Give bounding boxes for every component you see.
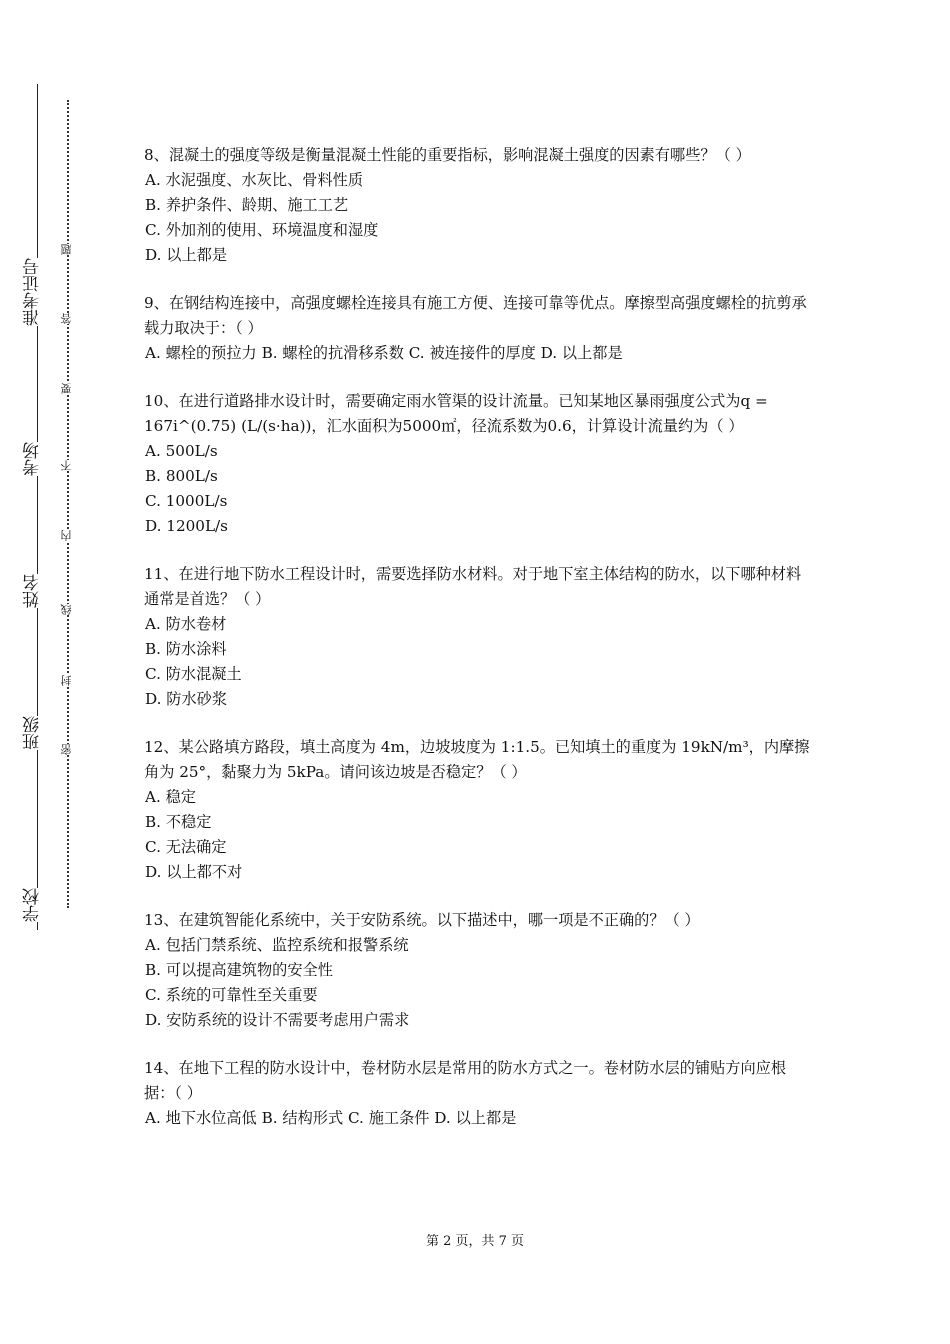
option: D. 防水砂浆 <box>145 690 228 708</box>
seal-char: 不 <box>60 460 76 471</box>
seal-dotted-line <box>67 100 69 908</box>
question-12 <box>144 735 814 885</box>
question-text: 12、某公路填方路段，填土高度为 4m，边坡坡度为 1:1.5。已知填土的重度为 19kN/m³，内摩擦角为 25°，黏聚力为 5kPa。请问该边坡是否稳定？（ ） <box>144 738 810 781</box>
question-text: 13、在建筑智能化系统中，关于安防系统。以下描述中，哪一项是不正确的？（ ） <box>144 911 700 929</box>
field-exam-id-label: 准考证号 <box>24 258 48 326</box>
option: A. 包括门禁系统、监控系统和报警系统 <box>145 936 409 954</box>
option: A. 防水卷材 <box>145 615 227 633</box>
question-11 <box>144 562 814 712</box>
option: C. 系统的可靠性至关重要 <box>145 986 318 1004</box>
option: C. 外加剂的使用、环境温度和湿度 <box>145 221 379 239</box>
field-school-label: 学校 <box>24 888 48 922</box>
option: D. 1200L/s <box>145 517 228 535</box>
seal-char: 题 <box>60 244 76 255</box>
option: C. 1000L/s <box>145 492 228 510</box>
question-10 <box>144 389 814 539</box>
field-exam-room-label: 考场 <box>24 442 48 476</box>
option: A. 水泥强度、水灰比、骨料性质 <box>145 171 364 189</box>
seal-char: 封 <box>60 675 76 686</box>
binding-line <box>37 84 38 930</box>
option: B. 800L/s <box>145 467 218 485</box>
option: A. 稳定 <box>145 788 196 806</box>
seal-char: 要 <box>60 383 76 394</box>
question-14 <box>144 1056 814 1131</box>
question-text: 10、在进行道路排水设计时，需要确定雨水管渠的设计流量。已知某地区暴雨强度公式为q = 167i^(0.75) (L/(s·ha))，汇水面积为5000㎡，径流系数为0.6，计算设计流量约为（ ） <box>144 392 773 435</box>
question-text: 14、在地下工程的防水设计中，卷材防水层是常用的防水方式之一。卷材防水层的铺贴方向应根据：（ ） <box>144 1059 787 1102</box>
option: B. 防水涂料 <box>145 640 227 658</box>
question-list <box>144 143 814 1154</box>
seal-char: 线 <box>60 604 76 615</box>
option: C. 无法确定 <box>145 838 227 856</box>
question-text: 11、在进行地下防水工程设计时，需要选择防水材料。对于地下室主体结构的防水，以下哪种材料通常是首选？（ ） <box>144 565 802 608</box>
option: B. 不稳定 <box>145 813 212 831</box>
option: D. 安防系统的设计不需要考虑用户需求 <box>145 1011 410 1029</box>
seal-char: 内 <box>60 530 76 541</box>
option: B. 可以提高建筑物的安全性 <box>145 961 333 979</box>
question-text: 9、在钢结构连接中，高强度螺栓连接具有施工方便、连接可靠等优点。摩擦型高强度螺栓的抗剪承载力取决于：（ ） <box>144 294 807 337</box>
option: A. 地下水位高低 B. 结构形式 C. 施工条件 D. 以上都是 <box>145 1109 517 1127</box>
page-footer: 第 2 页，共 7 页 <box>425 1234 525 1249</box>
question-text: 8、混凝土的强度等级是衡量混凝土性能的重要指标，影响混凝土强度的因素有哪些？（ ） <box>144 146 751 164</box>
question-13 <box>144 908 814 1033</box>
option: D. 以上都是 <box>145 246 228 264</box>
option: B. 养护条件、龄期、施工工艺 <box>145 196 349 214</box>
question-9 <box>144 291 814 366</box>
option: A. 螺栓的预拉力 B. 螺栓的抗滑移系数 C. 被连接件的厚度 D. 以上都是 <box>145 344 623 362</box>
field-class-label: 班级 <box>24 716 48 750</box>
seal-char: 密 <box>60 744 76 755</box>
seal-char: 答 <box>60 313 76 324</box>
option: C. 防水混凝土 <box>145 665 242 683</box>
option: A. 500L/s <box>145 442 218 460</box>
field-name-label: 姓名 <box>24 574 48 608</box>
option: D. 以上都不对 <box>145 863 243 881</box>
question-8 <box>144 143 814 268</box>
